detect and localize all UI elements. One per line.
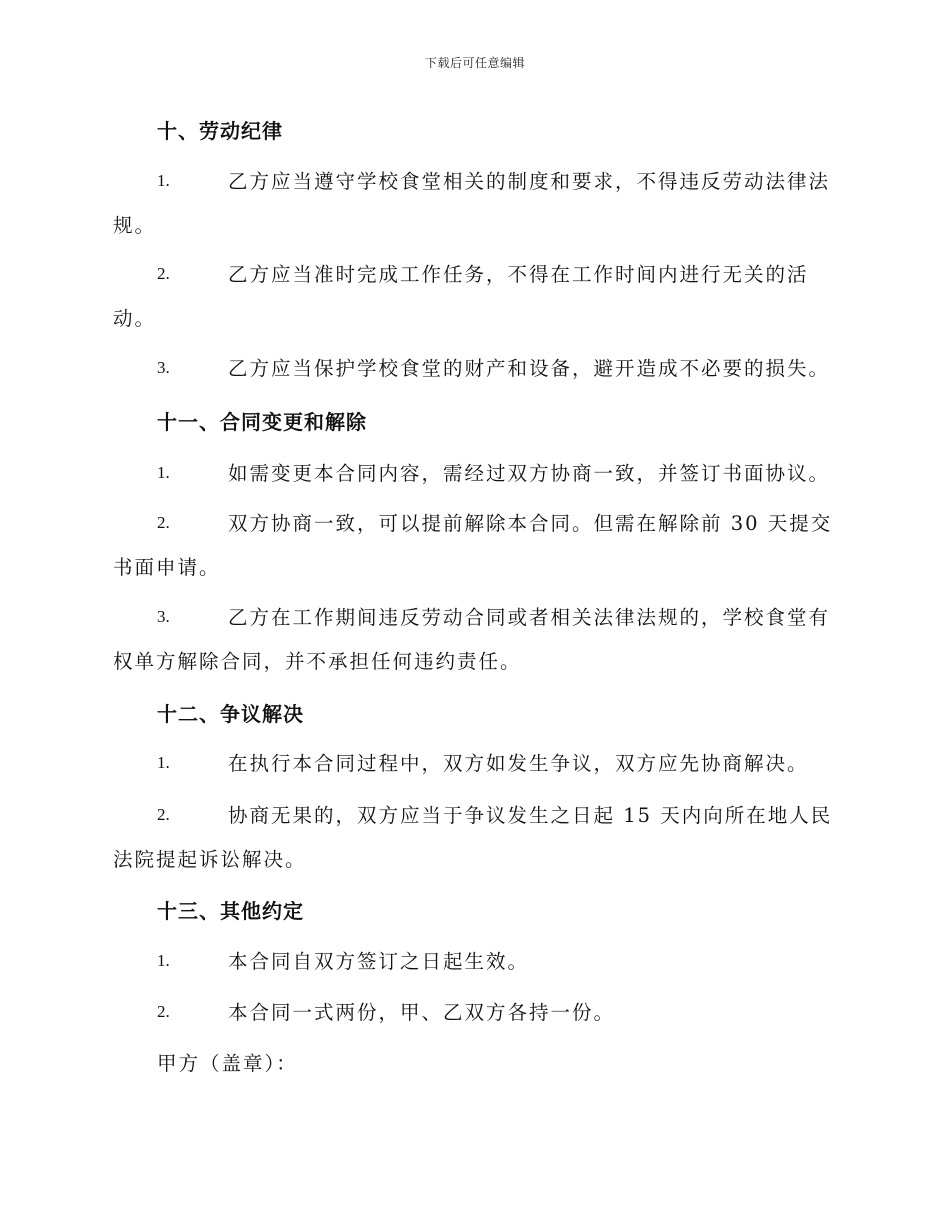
section-heading-10: 十、劳动纪律 [157,119,283,143]
item-text: 乙方应当保护学校食堂的财产和设备，避开造成不必要的损失。 [228,357,831,380]
item-number: 1. [157,753,170,772]
item-text: 本合同自双方签订之日起生效。 [228,950,530,973]
section-heading-11: 十一、合同变更和解除 [157,410,367,434]
item-text-continued: 法院提起诉讼解决。 [113,848,307,871]
item-number: 1. [157,463,170,482]
item-text: 乙方在工作期间违反劳动合同或者相关法律法规的，学校食堂有 [228,606,831,629]
section-heading-12: 十二、争议解决 [157,702,304,726]
item-text-continued: 动。 [113,307,157,330]
item-number: 3. [157,358,170,377]
party-a-seal-line: 甲方（盖章）： [157,1052,298,1075]
item-text: 本合同一式两份，甲、乙双方各持一份。 [228,1001,616,1024]
item-number: 2. [157,805,170,824]
item-text: 双方协商一致，可以提前解除本合同。但需在解除前 30 天提交 [228,512,833,535]
item-text-continued: 书面申请。 [113,556,221,579]
item-text-continued: 规。 [113,214,157,237]
item-text: 乙方应当准时完成工作任务，不得在工作时间内进行无关的活 [228,263,809,286]
item-number: 2. [157,264,170,283]
item-text: 在执行本合同过程中，双方如发生争议，双方应先协商解决。 [228,752,809,775]
item-number: 1. [157,171,170,190]
section-heading-13: 十三、其他约定 [157,899,304,923]
page-header-note: 下载后可任意编辑 [424,56,525,70]
item-number: 3. [157,607,170,626]
item-number: 2. [157,1002,170,1021]
item-text-continued: 权单方解除合同，并不承担任何违约责任。 [113,650,522,673]
item-text: 如需变更本合同内容，需经过双方协商一致，并签订书面协议。 [228,462,831,485]
item-number: 2. [157,513,170,532]
item-text: 乙方应当遵守学校食堂相关的制度和要求，不得违反劳动法律法 [228,170,831,193]
item-number: 1. [157,951,170,970]
item-text: 协商无果的，双方应当于争议发生之日起 15 天内向所在地人民 [228,804,833,827]
